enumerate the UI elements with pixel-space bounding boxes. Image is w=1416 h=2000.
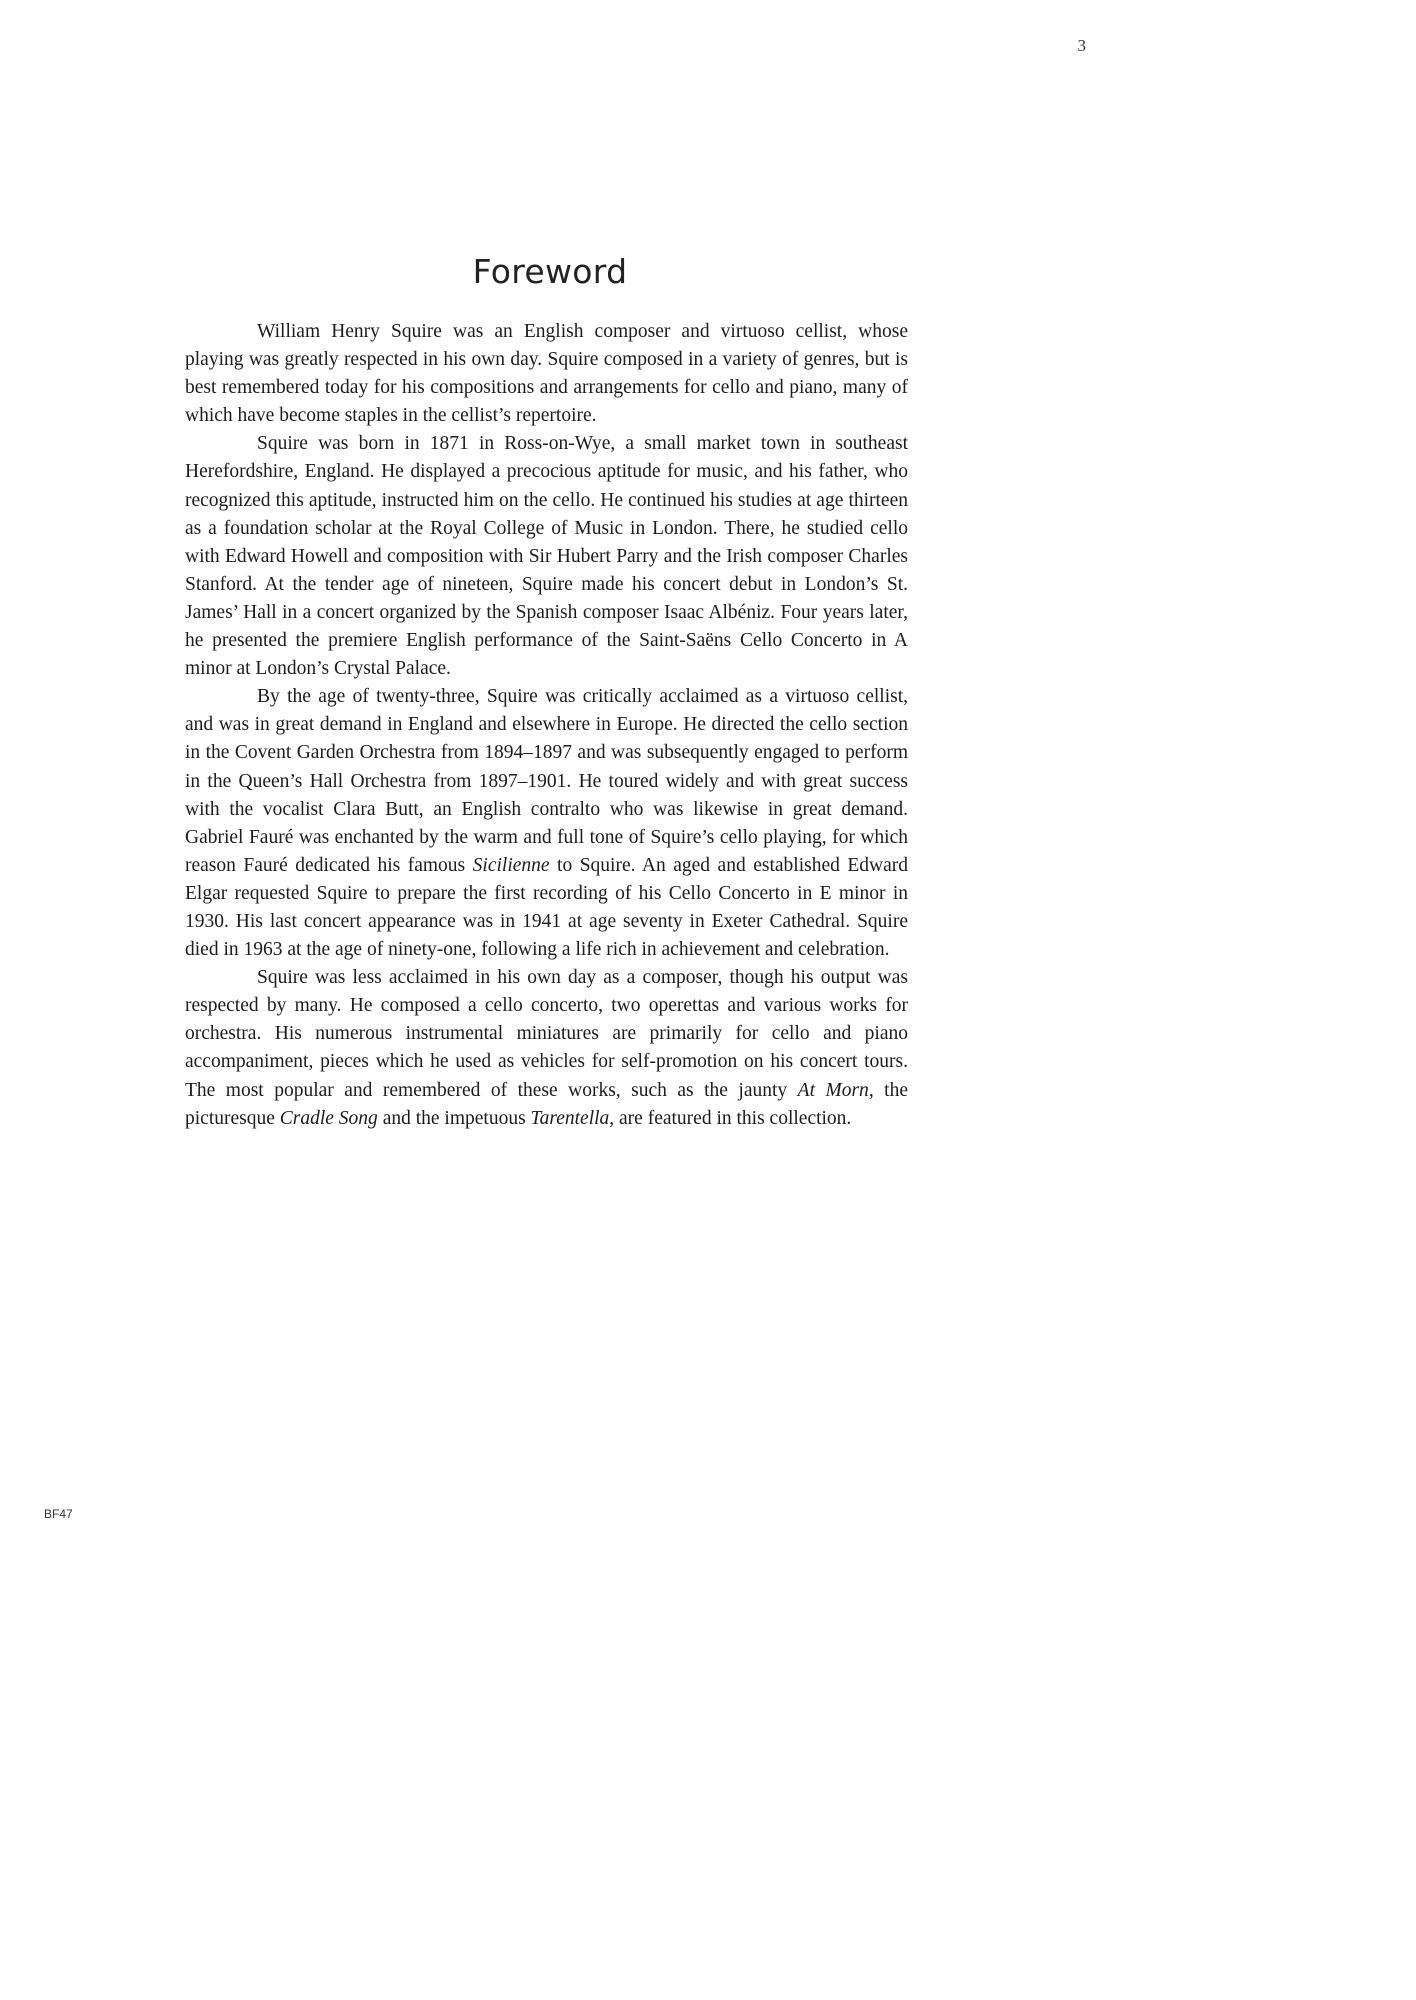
- work-title: Cradle Song: [279, 1107, 378, 1129]
- foreword-body: [185, 318, 908, 1133]
- work-title: Tarentella: [530, 1107, 610, 1129]
- work-title: Sicilienne: [472, 854, 550, 876]
- paragraph-text: Squire was less acclaimed in his own day as a composer, though his output was respected by many. He composed a cello concerto, two operettas and various works for orchestra. His numerous instrumental miniatures are primarily for cello and piano accompaniment, pieces which he used as vehicles for self-promotion on his concert tours. The most popular and remembered of these works, such as the jaunty: [185, 967, 908, 1101]
- page-title: Foreword: [472, 252, 628, 291]
- paragraph-text: , the picturesque: [185, 1079, 908, 1129]
- foreword-paragraph: [185, 964, 908, 1133]
- paragraph-text: Squire was born in 1871 in Ross-on-Wye, a small market town in southeast Herefordshire, England. He displayed a precocious aptitude for music, and his father, who recognized this aptitude, instructed him on the cello. He continued his studies at age thirteen as a foundation scholar at the Royal College of Music in London. There, he studied cello with Edward Howell and composition with Sir Hubert Parry and the Irish composer Charles Stanford. At the tender age of nineteen, Squire made his concert debut in London’s St. James’ Hall in a concert organized by the Spanish composer Isaac Albéniz. Four years later, he presented the premiere English performance of the Saint-Saëns Cello Concerto in A minor at London’s Crystal Palace.: [185, 433, 908, 680]
- foreword-paragraph: [185, 318, 908, 430]
- paragraph-text: and the impetuous: [377, 1107, 531, 1129]
- page-number: 3: [1077, 36, 1086, 55]
- paragraph-text: By the age of twenty-three, Squire was critically acclaimed as a virtuoso cellist, and was in great demand in England and elsewhere in Europe. He directed the cello section in the Covent Garden Orchestra from 1894–1897 and was subsequently engaged to perform in the Queen’s Hall Orchestra from 1897–1901. He toured widely and with great success with the vocalist Clara Butt, an English contralto who was likewise in great demand. Gabriel Fauré was enchanted by the warm and full tone of Squire’s cello playing, for which reason Fauré dedicated his famous: [185, 686, 908, 876]
- paragraph-text: to Squire. An aged and established Edward Elgar requested Squire to prepare the first recording of his Cello Concerto in E minor in 1930. His last concert appearance was in 1941 at age seventy in Exeter Cathedral. Squire died in 1963 at the age of ninety-one, following a life rich in achievement and celebration.: [185, 854, 908, 961]
- catalog-code: BF47: [44, 1507, 73, 1521]
- paragraph-text: , are featured in this collection.: [609, 1107, 852, 1129]
- foreword-paragraph: [185, 683, 908, 964]
- foreword-paragraph: [185, 430, 908, 683]
- paragraph-text: William Henry Squire was an English composer and virtuoso cellist, whose playing was greatly respected in his own day. Squire composed in a variety of genres, but is best remembered today for his compositions and arrangements for cello and piano, many of which have become staples in the cellist’s repertoire.: [185, 321, 908, 427]
- work-title: At Morn: [797, 1079, 869, 1101]
